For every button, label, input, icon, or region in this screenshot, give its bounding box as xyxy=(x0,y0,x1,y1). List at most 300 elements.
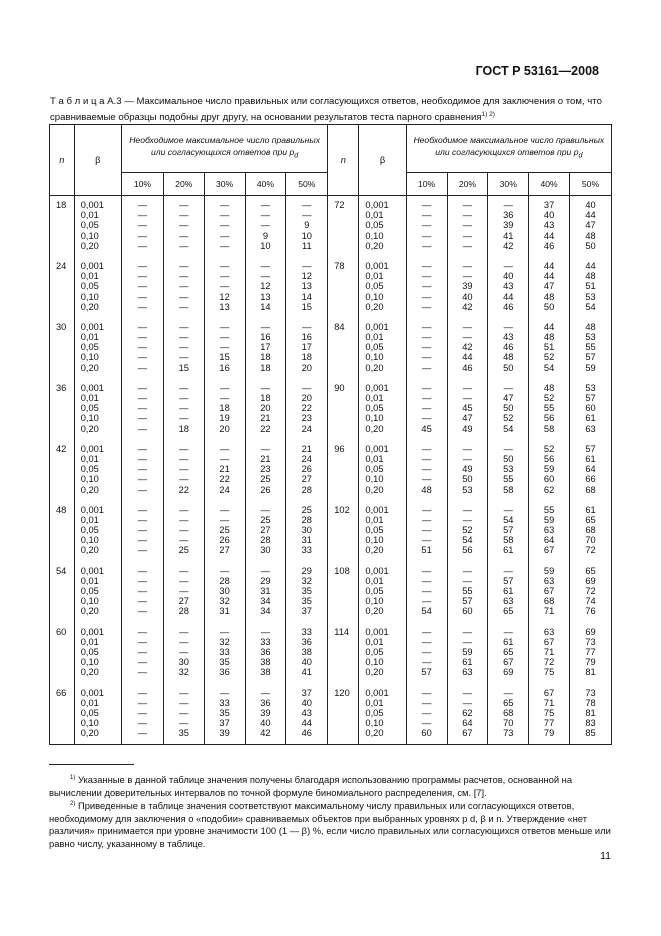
value: — xyxy=(179,342,189,353)
value: 37 xyxy=(219,718,230,729)
value: — xyxy=(137,606,148,617)
value: — xyxy=(137,575,148,586)
value: — xyxy=(421,291,432,302)
value: 26 xyxy=(219,535,230,546)
value: — xyxy=(462,565,473,576)
beta-value: 0,001 xyxy=(80,260,104,271)
value: — xyxy=(462,200,473,210)
value: 48 xyxy=(543,382,555,393)
value: — xyxy=(421,403,432,414)
beta-value: 0,05 xyxy=(80,586,99,596)
beta-value: 0,001 xyxy=(80,382,104,393)
value: — xyxy=(421,586,432,596)
beta-value: 0,20 xyxy=(80,423,99,434)
value: 77 xyxy=(543,718,555,729)
value: — xyxy=(260,687,271,698)
value: 17 xyxy=(260,342,271,353)
cell-n: 78 xyxy=(328,257,359,318)
value: — xyxy=(219,271,230,282)
value: 31 xyxy=(301,535,312,546)
value: 55 xyxy=(462,586,473,596)
value: — xyxy=(179,707,189,718)
cell-beta xyxy=(359,623,406,684)
cell-values xyxy=(529,440,570,501)
beta-value: 0,05 xyxy=(365,646,384,657)
value: 38 xyxy=(301,646,312,657)
value: — xyxy=(421,657,432,668)
value: — xyxy=(179,321,189,332)
value: — xyxy=(179,565,189,576)
value: — xyxy=(137,240,148,251)
value: 44 xyxy=(543,230,555,241)
footnote-2-mark: 2) xyxy=(70,801,76,807)
value: 22 xyxy=(301,403,312,414)
value: 25 xyxy=(260,474,271,485)
cell-n: 24 xyxy=(50,257,75,318)
beta-value: 0,001 xyxy=(365,504,389,515)
value: 77 xyxy=(585,646,596,657)
beta-value: 0,001 xyxy=(80,321,104,332)
value: — xyxy=(219,626,230,637)
value: — xyxy=(137,707,148,718)
value: 29 xyxy=(301,565,312,576)
value: 69 xyxy=(503,667,514,678)
value: 28 xyxy=(301,484,312,495)
value: 44 xyxy=(585,210,596,221)
value: 22 xyxy=(219,474,230,485)
cell-values xyxy=(163,440,204,501)
value: 73 xyxy=(585,687,596,698)
value: — xyxy=(462,332,473,343)
value: — xyxy=(219,210,230,221)
cell-values xyxy=(286,257,328,318)
value: 49 xyxy=(462,464,473,475)
value: 53 xyxy=(503,464,514,475)
value: 40 xyxy=(503,271,514,282)
value: 51 xyxy=(421,545,432,556)
cell-values xyxy=(488,501,529,562)
beta-value: 0,20 xyxy=(80,484,99,495)
value: 12 xyxy=(260,281,271,292)
beta-value: 0,05 xyxy=(365,342,384,353)
header-group-left xyxy=(121,125,327,173)
value: 51 xyxy=(543,342,555,353)
value: 57 xyxy=(462,596,473,607)
value: — xyxy=(462,687,473,698)
beta-value: 0,10 xyxy=(80,596,99,607)
value: — xyxy=(179,382,189,393)
value: 72 xyxy=(585,586,596,596)
value: 36 xyxy=(219,667,230,678)
beta-value: 0,10 xyxy=(80,413,99,424)
cell-values xyxy=(529,318,570,379)
value: 52 xyxy=(543,352,555,363)
value: 12 xyxy=(301,271,312,282)
value: 67 xyxy=(543,545,555,556)
value: — xyxy=(302,200,312,210)
value: 28 xyxy=(301,514,312,525)
cell-values xyxy=(447,684,488,745)
value: 53 xyxy=(585,382,596,393)
value: — xyxy=(179,453,189,464)
beta-value: 0,001 xyxy=(80,200,104,210)
value: — xyxy=(302,210,312,221)
value: — xyxy=(219,281,230,292)
header-group-left-text: Необходимое максимальное число правильных или согласующихся ответов при p xyxy=(129,135,321,157)
cell-values xyxy=(570,623,612,684)
value: 58 xyxy=(543,423,555,434)
cell-values xyxy=(204,623,245,684)
cell-beta xyxy=(74,196,121,257)
beta-value: 0,01 xyxy=(80,393,99,403)
value: 53 xyxy=(585,291,596,302)
cell-values xyxy=(488,257,529,318)
value: 20 xyxy=(301,393,312,403)
beta-value: 0,01 xyxy=(80,514,99,525)
cell-values xyxy=(447,257,488,318)
percent-header: 40% xyxy=(245,173,286,196)
value: — xyxy=(462,271,473,282)
value: — xyxy=(219,687,230,698)
value: — xyxy=(219,443,230,454)
beta-value: 0,001 xyxy=(80,565,104,576)
value: 44 xyxy=(301,718,312,729)
value: — xyxy=(503,382,513,393)
value: 40 xyxy=(301,697,312,708)
value: 64 xyxy=(543,535,555,546)
value: 79 xyxy=(543,728,555,739)
value: — xyxy=(137,362,148,373)
value: 18 xyxy=(219,403,230,414)
value: 26 xyxy=(301,464,312,475)
value: 71 xyxy=(543,606,555,617)
value: 15 xyxy=(301,301,312,312)
beta-value: 0,001 xyxy=(80,687,104,698)
value: — xyxy=(421,443,432,454)
value: — xyxy=(179,210,189,221)
value: 47 xyxy=(585,220,596,231)
footnote-2-text: Приведенные в таблице значения соответствуют максимальному числу правильных или согласующихся ответов, необходимому для заключения о «подобии» сравниваемых объектов при выбранных уровнях p d, β и n. Утверждение «нет различия» принимается при уровне значимости 100 (1 — β) %, если число правильных или согласующихся ответов меньше или равно числу, указанному в таблице. xyxy=(49,800,611,849)
beta-value: 0,10 xyxy=(365,657,384,668)
value: — xyxy=(179,525,189,536)
cell-values xyxy=(529,623,570,684)
cell-n: 54 xyxy=(50,562,75,623)
cell-values xyxy=(286,440,328,501)
cell-values xyxy=(488,562,529,623)
value: 41 xyxy=(301,667,312,678)
value: 20 xyxy=(301,362,312,373)
cell-values xyxy=(163,623,204,684)
value: — xyxy=(137,464,148,475)
cell-values xyxy=(570,318,612,379)
value: — xyxy=(179,332,189,343)
cell-values xyxy=(570,501,612,562)
cell-n: 48 xyxy=(50,501,75,562)
value: 56 xyxy=(543,413,555,424)
value: — xyxy=(260,210,271,221)
value: 44 xyxy=(462,352,473,363)
cell-values xyxy=(529,196,570,257)
value: 30 xyxy=(178,657,189,668)
value: 76 xyxy=(585,606,596,617)
value: 25 xyxy=(260,514,271,525)
value: 65 xyxy=(503,697,514,708)
value: 69 xyxy=(585,575,596,586)
cell-values xyxy=(163,257,204,318)
cell-values xyxy=(570,196,612,257)
value: 31 xyxy=(219,606,230,617)
value: — xyxy=(503,443,513,454)
value: 38 xyxy=(260,667,271,678)
footnote-rule xyxy=(49,764,134,765)
value: 50 xyxy=(503,453,514,464)
beta-value: 0,001 xyxy=(365,260,389,271)
beta-value: 0,10 xyxy=(365,413,384,424)
cell-values xyxy=(121,196,163,257)
value: 60 xyxy=(543,474,555,485)
col-n-right: n xyxy=(328,125,359,196)
cell-values xyxy=(245,684,286,745)
value: 20 xyxy=(260,403,271,414)
beta-value: 0,05 xyxy=(80,525,99,536)
cell-values xyxy=(488,623,529,684)
cell-values xyxy=(245,318,286,379)
value: 46 xyxy=(462,362,473,373)
value: — xyxy=(219,514,230,525)
cell-values xyxy=(447,440,488,501)
value: — xyxy=(462,382,473,393)
value: 35 xyxy=(219,657,230,668)
table-row xyxy=(50,501,612,562)
value: 56 xyxy=(543,453,555,464)
value: 40 xyxy=(585,200,596,210)
value: — xyxy=(179,474,189,485)
cell-values xyxy=(163,684,204,745)
value: 64 xyxy=(462,718,473,729)
value: 81 xyxy=(585,667,596,678)
cell-n: 84 xyxy=(328,318,359,379)
beta-value: 0,01 xyxy=(365,271,384,282)
value: — xyxy=(462,626,473,637)
value: — xyxy=(421,362,432,373)
value: — xyxy=(137,514,148,525)
percent-header: 30% xyxy=(204,173,245,196)
value: 39 xyxy=(462,281,473,292)
value: 63 xyxy=(543,525,555,536)
value: — xyxy=(219,321,230,332)
beta-value: 0,05 xyxy=(365,403,384,414)
beta-value: 0,05 xyxy=(365,281,384,292)
table-caption xyxy=(50,95,610,124)
cell-beta xyxy=(359,379,406,440)
value: — xyxy=(462,575,473,586)
value: 58 xyxy=(503,535,514,546)
value: 18 xyxy=(260,362,271,373)
value: 14 xyxy=(301,291,312,302)
value: 29 xyxy=(260,575,271,586)
value: — xyxy=(179,646,189,657)
percent-header: 20% xyxy=(163,173,204,196)
value: — xyxy=(302,382,312,393)
value: — xyxy=(179,260,189,271)
value: 33 xyxy=(301,545,312,556)
value: 63 xyxy=(543,575,555,586)
cell-values xyxy=(529,257,570,318)
beta-value: 0,01 xyxy=(80,636,99,647)
value: — xyxy=(421,718,432,729)
value: — xyxy=(179,718,189,729)
value: 48 xyxy=(585,321,596,332)
cell-values xyxy=(245,501,286,562)
value: 46 xyxy=(543,240,555,251)
value: — xyxy=(179,626,189,637)
value: 27 xyxy=(219,545,230,556)
value: — xyxy=(462,230,473,241)
cell-values xyxy=(245,257,286,318)
value: 57 xyxy=(503,575,514,586)
value: — xyxy=(421,535,432,546)
cell-values xyxy=(529,684,570,745)
value: 44 xyxy=(585,260,596,271)
beta-value: 0,10 xyxy=(365,352,384,363)
cell-beta xyxy=(359,684,406,745)
cell-values xyxy=(245,562,286,623)
value: 79 xyxy=(585,657,596,668)
value: 21 xyxy=(260,453,271,464)
cell-n: 90 xyxy=(328,379,359,440)
cell-values xyxy=(406,318,447,379)
cell-n: 102 xyxy=(328,501,359,562)
beta-value: 0,20 xyxy=(80,545,99,556)
cell-values xyxy=(488,196,529,257)
value: 39 xyxy=(503,220,514,231)
value: — xyxy=(137,504,148,515)
value: 48 xyxy=(585,230,596,241)
cell-values xyxy=(121,257,163,318)
value: — xyxy=(137,657,148,668)
value: — xyxy=(421,504,432,515)
cell-values xyxy=(286,562,328,623)
value: 31 xyxy=(260,586,271,596)
value: 61 xyxy=(585,453,596,464)
percent-header: 20% xyxy=(447,173,488,196)
value: 43 xyxy=(543,220,555,231)
value: 10 xyxy=(301,230,312,241)
value: 43 xyxy=(503,281,514,292)
cell-values xyxy=(286,196,328,257)
header-group-left-sub: d xyxy=(294,151,299,160)
value: — xyxy=(503,260,513,271)
value: — xyxy=(260,321,271,332)
value: 40 xyxy=(462,291,473,302)
value: — xyxy=(179,697,189,708)
value: 55 xyxy=(585,342,596,353)
percent-header: 40% xyxy=(529,173,570,196)
value: — xyxy=(137,413,148,424)
value: 73 xyxy=(503,728,514,739)
value: — xyxy=(503,321,513,332)
value: — xyxy=(179,535,189,546)
value: — xyxy=(179,230,189,241)
value: — xyxy=(302,321,312,332)
value: 44 xyxy=(543,271,555,282)
value: 20 xyxy=(219,423,230,434)
value: — xyxy=(137,626,148,637)
value: 21 xyxy=(260,413,271,424)
value: 35 xyxy=(301,596,312,607)
value: — xyxy=(302,260,312,271)
document-header: ГОСТ Р 53161—2008 xyxy=(475,64,599,78)
value: 11 xyxy=(301,240,312,251)
value: 58 xyxy=(503,484,514,495)
cell-beta xyxy=(359,318,406,379)
value: — xyxy=(421,220,432,231)
value: 49 xyxy=(462,423,473,434)
cell-beta xyxy=(359,196,406,257)
value: 21 xyxy=(219,464,230,475)
cell-values xyxy=(488,379,529,440)
cell-values xyxy=(163,379,204,440)
value: 47 xyxy=(503,393,514,403)
value: 35 xyxy=(301,586,312,596)
value: 18 xyxy=(301,352,312,363)
value: 42 xyxy=(260,728,271,739)
value: — xyxy=(421,464,432,475)
value: 40 xyxy=(543,210,555,221)
beta-value: 0,01 xyxy=(80,332,99,343)
value: 54 xyxy=(462,535,473,546)
caption-footnote-marks: 1) 2) xyxy=(481,111,495,118)
percent-header: 10% xyxy=(121,173,163,196)
value: 59 xyxy=(543,565,555,576)
cell-beta xyxy=(74,257,121,318)
value: 61 xyxy=(503,636,514,647)
beta-value: 0,10 xyxy=(365,535,384,546)
value: 15 xyxy=(178,362,189,373)
value: — xyxy=(260,504,271,515)
value: 9 xyxy=(262,230,269,241)
beta-value: 0,01 xyxy=(80,575,99,586)
value: — xyxy=(421,636,432,647)
value: 33 xyxy=(219,646,230,657)
cell-beta xyxy=(74,501,121,562)
value: 57 xyxy=(421,667,432,678)
value: — xyxy=(137,230,148,241)
caption-text: Т а б л и ц а А.3 — Максимальное число правильных или согласующихся ответов, необходимое для заключения о том, что сравниваемые образцы подобны друг другу, на основании результатов теста парного сравнения xyxy=(50,96,602,124)
cell-n: 120 xyxy=(328,684,359,745)
value: 73 xyxy=(585,636,596,647)
cell-values xyxy=(570,379,612,440)
cell-values xyxy=(570,684,612,745)
value: — xyxy=(421,352,432,363)
cell-values xyxy=(245,196,286,257)
value: — xyxy=(260,220,271,231)
value: 59 xyxy=(543,464,555,475)
cell-values xyxy=(121,562,163,623)
value: 46 xyxy=(503,342,514,353)
value: — xyxy=(421,697,432,708)
value: 42 xyxy=(462,342,473,353)
value: 67 xyxy=(543,636,555,647)
value: 70 xyxy=(585,535,596,546)
value: 48 xyxy=(585,271,596,282)
table-row xyxy=(50,562,612,623)
cell-values xyxy=(204,379,245,440)
value: 50 xyxy=(543,301,555,312)
value: 65 xyxy=(585,565,596,576)
value: — xyxy=(137,586,148,596)
value: — xyxy=(462,514,473,525)
